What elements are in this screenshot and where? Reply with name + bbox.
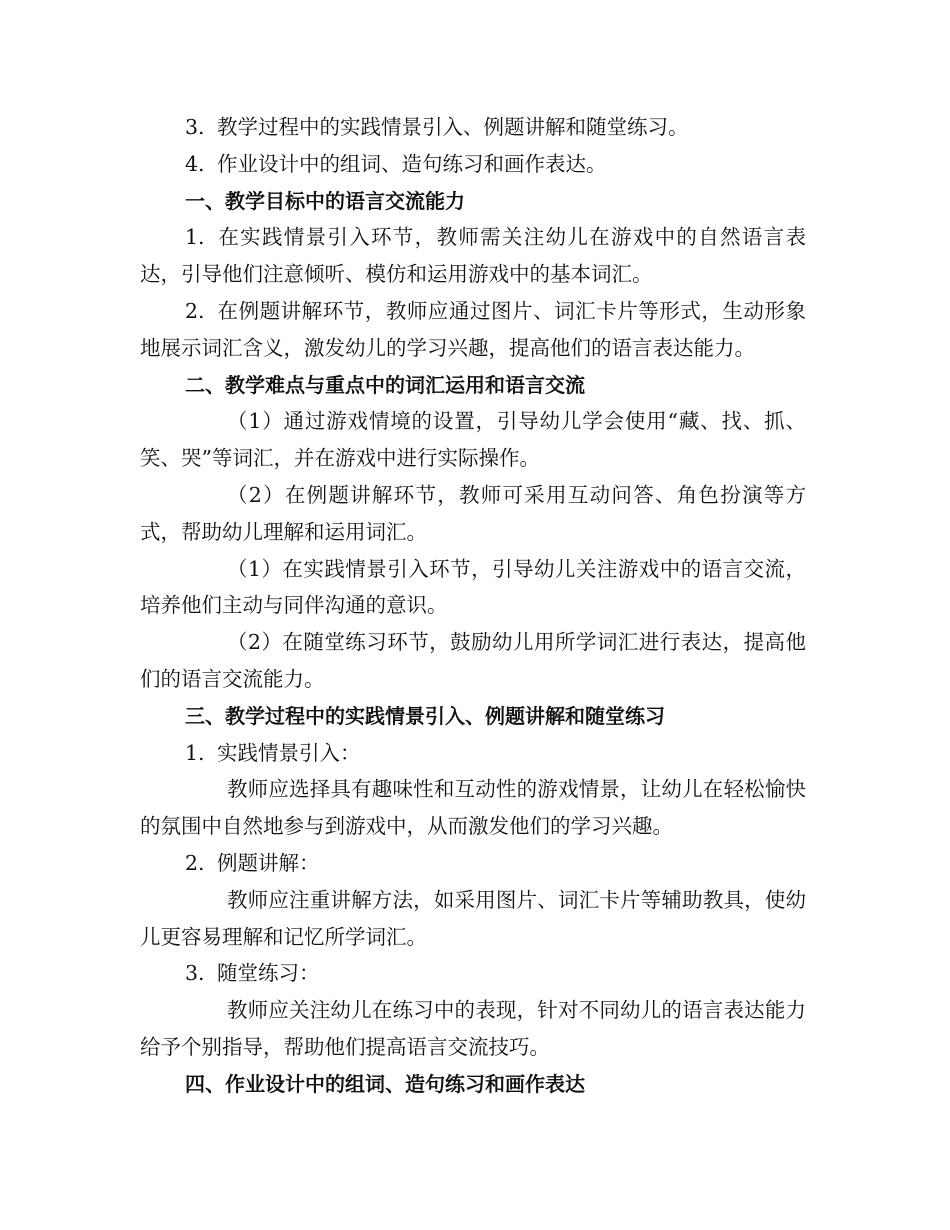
document-body [140,109,806,1103]
item-number: 2. [185,298,205,323]
list-item [140,955,806,992]
item-text: 在实践情景引入环节，教师需关注幼儿在游戏中的自然语言表达，引导他们注意倾听、模仿和运用游戏中的基本词汇。 [140,225,806,287]
sub-item: （1）在实践情景引入环节，引导幼儿关注游戏中的语言交流，培养他们主动与同伴沟通的意识。 [140,556,806,618]
list-item [140,293,806,367]
sub-item: （1）通过游戏情境的设置，引导幼儿学会使用“藏、找、抓、笑、哭”等词汇，并在游戏中进行实际操作。 [140,409,806,471]
list-item [140,219,806,293]
item-text: 实践情景引入： [217,740,361,765]
section-heading: 一、教学目标中的语言交流能力 [185,188,465,213]
item-number: 3. [185,115,205,139]
list-item [140,146,806,183]
list-item [140,735,806,772]
item-text: 随堂练习： [217,961,320,986]
sub-item: （2）在例题讲解环节，教师可采用互动问答、角色扮演等方式，帮助幼儿理解和运用词汇。 [140,482,806,544]
item-text: 教学过程中的实践情景引入、例题讲解和随堂练习。 [217,115,689,139]
list-item [140,109,806,146]
body-paragraph: 教师应关注幼儿在练习中的表现，针对不同幼儿的语言表达能力给予个别指导，帮助他们提高语言交流技巧。 [140,998,806,1059]
sub-item: （2）在随堂练习环节，鼓励幼儿用所学词汇进行表达，提高他们的语言交流能力。 [140,630,806,691]
section-heading: 四、作业设计中的组词、造句练习和画作表达 [185,1071,585,1096]
item-number: 1. [185,740,205,765]
list-item [140,845,806,882]
item-number: 3. [185,961,205,986]
body-paragraph: 教师应注重讲解方法，如采用图片、词汇卡片等辅助教具，使幼儿更容易理解和记忆所学词汇。 [140,887,806,949]
item-text: 作业设计中的组词、造句练习和画作表达。 [217,151,607,176]
body-paragraph: 教师应选择具有趣味性和互动性的游戏情景，让幼儿在轻松愉快的氛围中自然地参与到游戏中，从而激发他们的学习兴趣。 [140,777,806,839]
item-number: 2. [185,850,205,875]
item-number: 4. [185,151,205,176]
item-text: 例题讲解： [217,850,320,875]
section-heading: 二、教学难点与重点中的词汇运用和语言交流 [185,372,585,397]
item-text: 在例题讲解环节，教师应通过图片、词汇卡片等形式，生动形象地展示词汇含义，激发幼儿的学习兴趣，提高他们的语言表达能力。 [140,298,806,360]
section-heading: 三、教学过程中的实践情景引入、例题讲解和随堂练习 [185,703,665,728]
item-number: 1. [185,225,205,250]
